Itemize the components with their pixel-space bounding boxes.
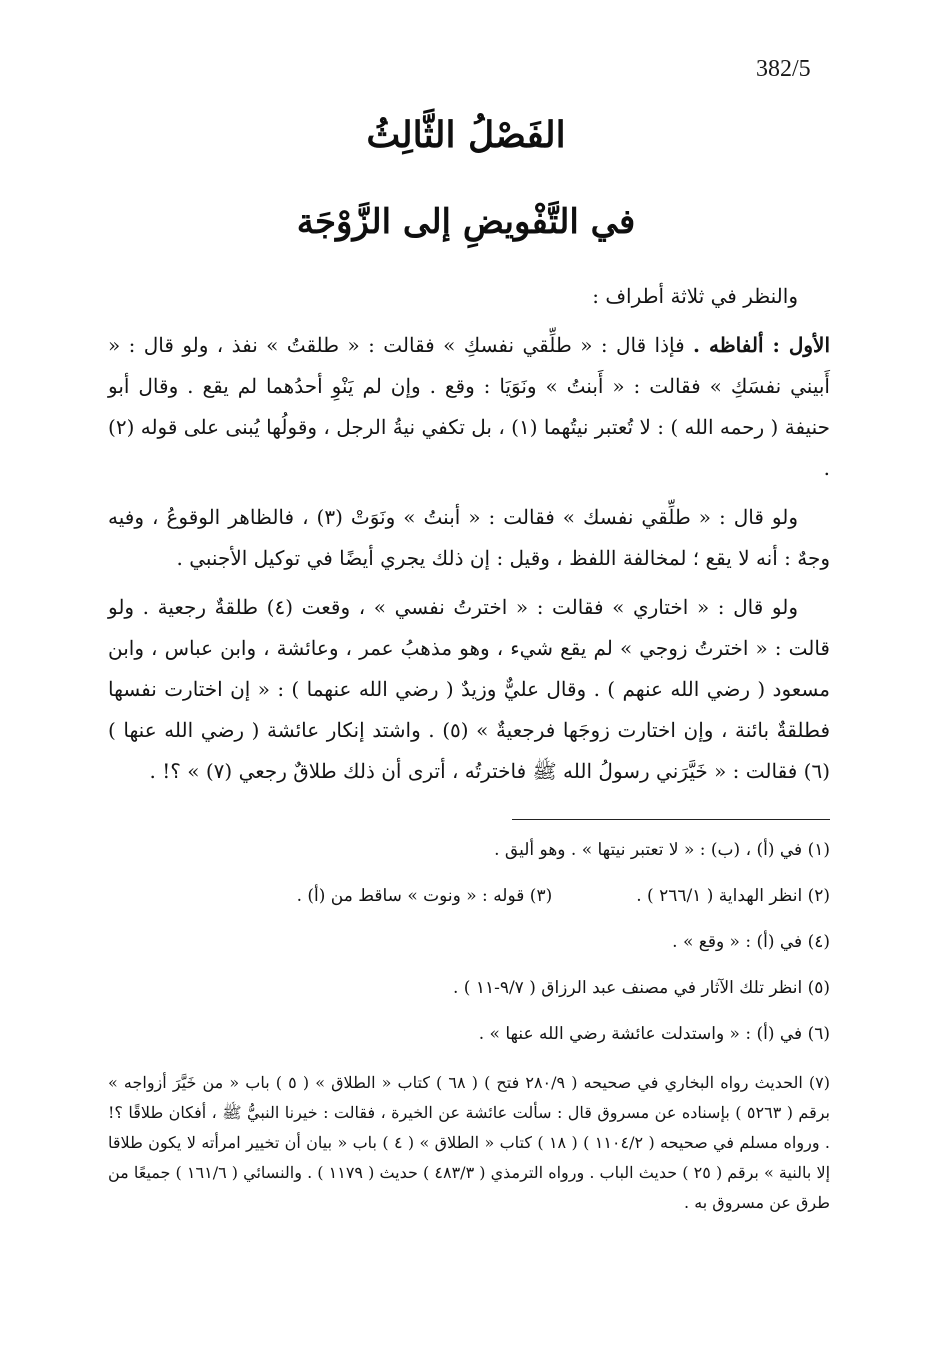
paragraph-1 bbox=[108, 325, 830, 489]
chapter-subtitle: في التَّفْويضِ إلى الزَّوْجَة bbox=[296, 202, 636, 242]
footnote-5: (٥) انظر تلك الآثار في مصنف عبد الرزاق ( ٩/٧-١١ ) . bbox=[452, 978, 830, 998]
main-text bbox=[108, 276, 830, 800]
footnote-3: (٣) قوله : « ونوت » ساقط من (أ) . bbox=[296, 886, 553, 906]
footnote-4: (٤) في (أ) : « وقع » . bbox=[672, 932, 830, 952]
paragraph-3: ولو قال : « اختاري » فقالت : « اخترتُ نفسي » ، وقعت (٤) طلقةٌ رجعية . ولو قالت : « اخترتُ زوجي » لم يقع شيء ، وهو مذهبُ عمر ، وعائشة ، وابن عباس ، وابن مسعود ( رضي الله عنهم ) . وقال عليٌّ وزيدٌ ( رضي الله عنهما ) : « إن اختارت نفسها فطلقةٌ بائنة ، وإن اختارت زوجَها فرجعيةٌ » (٥) . واشتد إنكار عائشة ( رضي الله عنها ) (٦) فقالت : « خَيَّرَني رسولُ الله ﷺ فاخترتُه ، أترى أن ذلك طلاقٌ رجعي (٧) » ؟! . bbox=[108, 595, 831, 783]
chapter-title: الفَصْلُ الثَّالِثُ bbox=[366, 114, 566, 156]
footnote-7: (٧) الحديث رواه البخاري في صحيحه ( ٢٨٠/٩ فتح ) ( ٦٨ ) كتاب « الطلاق » ( ٥ ) باب « من خَيَّرَ أزواجه » برقم ( ٥٢٦٣ ) بإسناده عن مسروق قال : سألت عائشة عن الخيرة ، فقالت : خيرنا النبيُّ ﷺ ، أفكان طلاقًا ؟! . ورواه مسلم في صحيحه ( ١١٠٤/٢ ) ( ١٨ ) كتاب « الطلاق » ( ٤ ) باب « بيان أن تخيير امرأته لا يكون طلاقا إلا بالنية » برقم ( ٢٥ ) حديث الباب . ورواه الترمذي ( ٤٨٣/٣ ) حديث ( ١١٧٩ ) . والنسائي ( ١٦١/٦ ) جميعًا من طرق عن مسروق به . bbox=[108, 1073, 831, 1212]
footnote-row-2-3 bbox=[108, 884, 830, 908]
paragraph-1-heading: الأول : ألفاظه . bbox=[693, 333, 831, 357]
footnotes bbox=[108, 838, 830, 1218]
footnote-1: (١) في (أ) ، (ب) : « لا تعتبر نيتها » . وهو أليق . bbox=[494, 840, 830, 860]
page-number: 382/5 bbox=[756, 56, 811, 82]
footnote-2: (٢) انظر الهداية ( ٢٦٦/١ ) . bbox=[636, 886, 830, 906]
intro-paragraph: والنظر في ثلاثة أطراف : bbox=[592, 284, 798, 308]
paragraph-1-text: فإذا قال : « طلِّقي نفسكِ » فقالت : « طلقتُ » نفذ ، ولو قال : « أَبيني نفسَكِ » فقالت : « أَبنتُ » ونَوَيَا : وقع . وإن لم يَنْوِ أحدُهما لم يقع . وقال أبو حنيفة ( رحمه الله ) : لا تُعتبر نيتُهما (١) ، بل تكفي نيةُ الرجل ، وقولُها يُبنى على قوله (٢) . bbox=[108, 333, 830, 480]
footnote-separator bbox=[512, 819, 830, 820]
paragraph-2: ولو قال : « طلِّقي نفسك » فقالت : « أبنتُ » ونَوَتْ (٣) ، فالظاهر الوقوعُ ، وفيه وجهٌ : أنه لا يقع ؛ لمخالفة اللفظ ، وقيل : إن ذلك يجري أيضًا في توكيل الأجنبي . bbox=[108, 505, 830, 570]
footnote-6: (٦) في (أ) : « واستدلت عائشة رضي الله عنها » . bbox=[478, 1024, 830, 1044]
